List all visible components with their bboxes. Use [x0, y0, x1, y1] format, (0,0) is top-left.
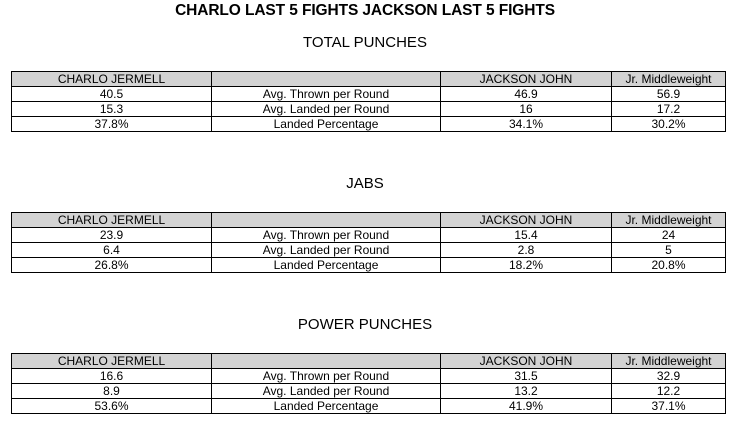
section-title-jabs: JABS — [346, 175, 384, 192]
cell-fighter-b: 18.2% — [441, 258, 612, 273]
cell-stat: Landed Percentage — [212, 399, 441, 414]
cell-stat: Avg. Landed per Round — [212, 384, 441, 399]
cell-division: 30.2% — [612, 117, 726, 132]
cell-fighter-a: 26.8% — [12, 258, 212, 273]
header-cell-fighter-b: JACKSON JOHN — [441, 213, 612, 228]
cell-division: 17.2 — [612, 102, 726, 117]
header-cell-division: Jr. Middleweight — [612, 213, 726, 228]
cell-division: 5 — [612, 243, 726, 258]
cell-fighter-b: 2.8 — [441, 243, 612, 258]
header-cell-division: Jr. Middleweight — [612, 72, 726, 87]
page-title: CHARLO LAST 5 FIGHTS JACKSON LAST 5 FIGHTS — [175, 2, 555, 19]
cell-fighter-a: 8.9 — [12, 384, 212, 399]
cell-fighter-b: 46.9 — [441, 87, 612, 102]
table-row — [12, 258, 726, 273]
cell-fighter-a: 53.6% — [12, 399, 212, 414]
table-row — [12, 117, 726, 132]
cell-division: 37.1% — [612, 399, 726, 414]
cell-division: 32.9 — [612, 369, 726, 384]
cell-fighter-b: 15.4 — [441, 228, 612, 243]
cell-stat: Avg. Landed per Round — [212, 102, 441, 117]
table-row — [12, 243, 726, 258]
cell-stat: Avg. Thrown per Round — [212, 369, 441, 384]
header-cell-stat — [212, 72, 441, 87]
table-row — [12, 87, 726, 102]
cell-division: 12.2 — [612, 384, 726, 399]
cell-fighter-a: 6.4 — [12, 243, 212, 258]
table-row — [12, 102, 726, 117]
cell-division: 56.9 — [612, 87, 726, 102]
header-cell-fighter-a: CHARLO JERMELL — [12, 213, 212, 228]
cell-fighter-b: 41.9% — [441, 399, 612, 414]
cell-fighter-a: 16.6 — [12, 369, 212, 384]
cell-stat: Avg. Landed per Round — [212, 243, 441, 258]
power-punches-table — [11, 353, 726, 414]
table-header-row — [12, 72, 726, 87]
section-title-power-punches: POWER PUNCHES — [297, 316, 433, 333]
header-cell-fighter-b: JACKSON JOHN — [441, 354, 612, 369]
table-header-row — [12, 354, 726, 369]
jabs-table — [11, 212, 726, 273]
cell-fighter-a: 40.5 — [12, 87, 212, 102]
header-cell-fighter-b: JACKSON JOHN — [441, 72, 612, 87]
cell-fighter-b: 31.5 — [441, 369, 612, 384]
header-cell-stat — [212, 354, 441, 369]
cell-fighter-a: 37.8% — [12, 117, 212, 132]
cell-fighter-b: 13.2 — [441, 384, 612, 399]
cell-stat: Avg. Thrown per Round — [212, 87, 441, 102]
cell-stat: Landed Percentage — [212, 258, 441, 273]
header-cell-stat — [212, 213, 441, 228]
header-cell-fighter-a: CHARLO JERMELL — [12, 72, 212, 87]
header-cell-division: Jr. Middleweight — [612, 354, 726, 369]
cell-division: 20.8% — [612, 258, 726, 273]
cell-fighter-b: 16 — [441, 102, 612, 117]
cell-stat: Avg. Thrown per Round — [212, 228, 441, 243]
cell-fighter-b: 34.1% — [441, 117, 612, 132]
table-row — [12, 384, 726, 399]
table-row — [12, 399, 726, 414]
cell-division: 24 — [612, 228, 726, 243]
table-row — [12, 228, 726, 243]
section-title-total-punches: TOTAL PUNCHES — [303, 34, 427, 51]
table-header-row — [12, 213, 726, 228]
cell-stat: Landed Percentage — [212, 117, 441, 132]
header-cell-fighter-a: CHARLO JERMELL — [12, 354, 212, 369]
table-row — [12, 369, 726, 384]
total-punches-table — [11, 71, 726, 132]
cell-fighter-a: 15.3 — [12, 102, 212, 117]
cell-fighter-a: 23.9 — [12, 228, 212, 243]
